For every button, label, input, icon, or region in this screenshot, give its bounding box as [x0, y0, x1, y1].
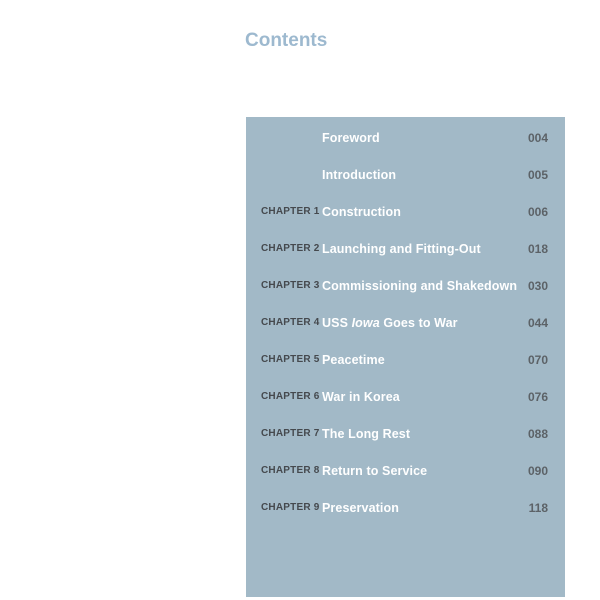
chapter-label: CHAPTER 3 [261, 280, 320, 291]
table-of-contents-box [246, 117, 565, 597]
page-number: 088 [527, 426, 548, 441]
page-number: 030 [527, 278, 548, 293]
page-number: 018 [527, 241, 548, 256]
toc-row [261, 415, 548, 452]
page-number: 076 [527, 389, 548, 404]
page-number: 005 [527, 167, 548, 182]
toc-row [261, 452, 548, 489]
chapter-title: Return to Service [322, 463, 428, 478]
chapter-title: Construction [322, 204, 401, 219]
chapter-title: Launching and Fitting-Out [322, 241, 481, 256]
chapter-label: CHAPTER 4 [261, 317, 320, 328]
toc-row [261, 267, 548, 304]
chapter-label: CHAPTER 6 [261, 391, 320, 402]
toc-row [261, 230, 548, 267]
page-title: Contents [245, 30, 328, 51]
page-number: 070 [527, 352, 548, 367]
toc-row [261, 304, 548, 341]
toc-row [261, 489, 548, 526]
chapter-label: CHAPTER 8 [261, 465, 320, 476]
toc-row [261, 119, 548, 156]
chapter-title: Preservation [322, 500, 399, 515]
page-number: 004 [527, 130, 548, 145]
page-number: 006 [527, 204, 548, 219]
chapter-title: War in Korea [322, 389, 400, 404]
chapter-title: Peacetime [322, 352, 385, 367]
toc-row [261, 156, 548, 193]
chapter-label: CHAPTER 7 [261, 428, 320, 439]
chapter-label: CHAPTER 2 [261, 243, 320, 254]
chapter-title: The Long Rest [322, 426, 411, 441]
chapter-title: USS Iowa Goes to War [322, 315, 458, 330]
chapter-title: Commissioning and Shakedown [322, 278, 518, 293]
chapter-label: CHAPTER 5 [261, 354, 320, 365]
toc-row [261, 341, 548, 378]
chapter-title: Foreword [322, 130, 380, 145]
chapter-label: CHAPTER 1 [261, 206, 320, 217]
page-number: 044 [527, 315, 548, 330]
page-number: 090 [527, 463, 548, 478]
chapter-title: Introduction [322, 167, 397, 182]
toc-row [261, 193, 548, 230]
toc-row [261, 378, 548, 415]
chapter-label: CHAPTER 9 [261, 502, 320, 513]
page-number: 118 [528, 500, 548, 515]
